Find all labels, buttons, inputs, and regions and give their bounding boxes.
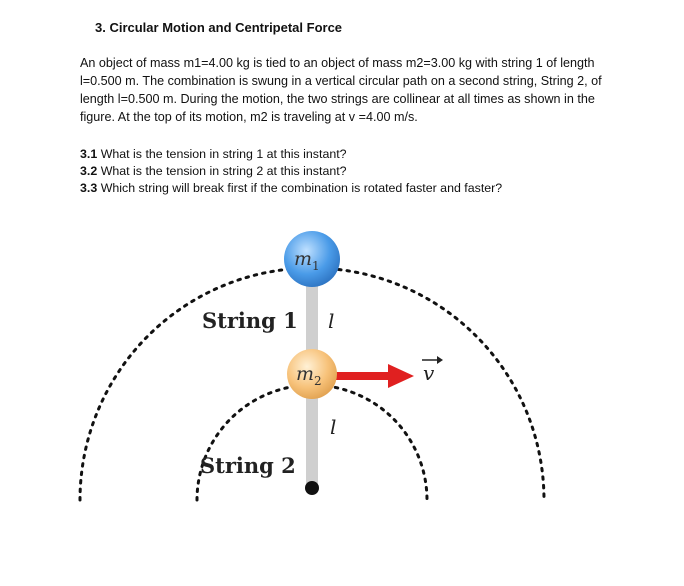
question-item bbox=[80, 163, 640, 180]
question-number: 3.2 bbox=[80, 164, 98, 178]
question-text: What is the tension in string 1 at this instant? bbox=[100, 147, 347, 161]
velocity-vector-label bbox=[422, 356, 443, 385]
problem-title: 3. Circular Motion and Centripetal Force bbox=[95, 20, 343, 35]
statement-line: An object of mass m1=4.00 kg is tied to an object of mass m2=3.00 kg with string 1 of length bbox=[80, 56, 595, 70]
statement-line: figure. At the top of its motion, m2 is traveling at v =4.00 m/s. bbox=[80, 110, 418, 124]
question-text: Which string will break first if the combination is rotated faster and faster? bbox=[100, 181, 503, 195]
velocity-arrow-head bbox=[388, 364, 414, 388]
question-number: 3.3 bbox=[80, 181, 98, 195]
question-item bbox=[80, 180, 640, 197]
question-number: 3.1 bbox=[80, 147, 98, 161]
question-text: What is the tension in string 2 at this instant? bbox=[100, 164, 347, 178]
velocity-symbol: v bbox=[423, 361, 435, 385]
problem-statement bbox=[80, 54, 640, 126]
statement-line: length l=0.500 m. During the motion, the two strings are collinear at all times as shown in the bbox=[80, 92, 595, 106]
question-list bbox=[80, 146, 640, 197]
circular-motion-figure bbox=[0, 210, 684, 586]
string-1-length-label: l bbox=[328, 309, 335, 333]
question-item bbox=[80, 146, 640, 163]
mass-1-label: $m_1$ bbox=[294, 248, 320, 273]
vector-arrow-tip bbox=[437, 356, 443, 364]
string-1-label: String 1 bbox=[202, 308, 298, 333]
mass-2-label: $m_2$ bbox=[296, 363, 322, 388]
statement-line: l=0.500 m. The combination is swung in a vertical circular path on a second string, String 2, of bbox=[80, 74, 602, 88]
string-2-label: String 2 bbox=[200, 453, 296, 478]
string-2-length-label: l bbox=[330, 415, 337, 439]
pivot-point bbox=[305, 481, 319, 495]
